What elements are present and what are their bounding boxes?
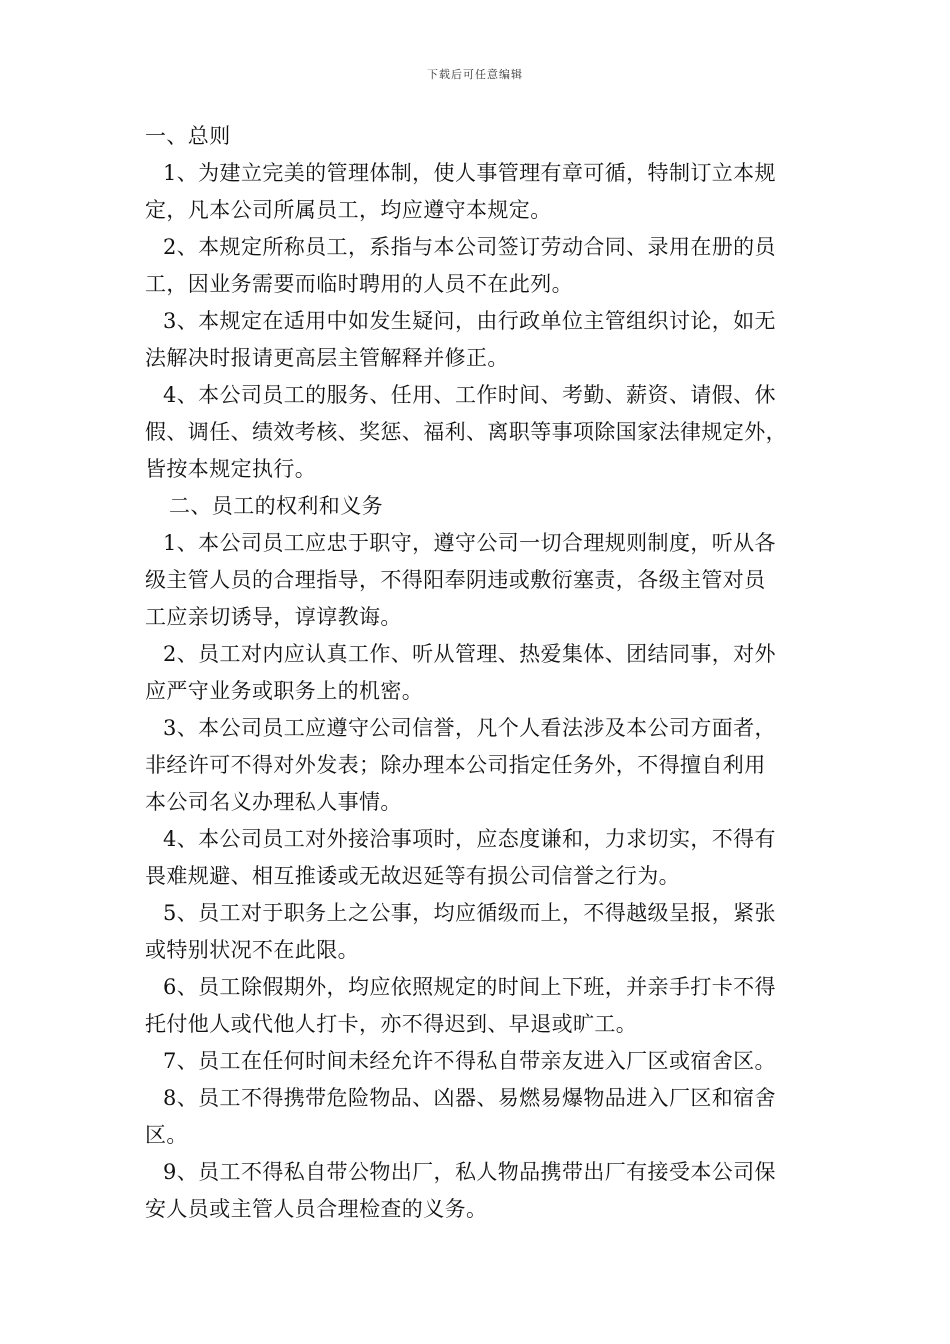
paragraph-line: 非经许可不得对外发表；除办理本公司指定任务外，不得擅自利用	[145, 753, 766, 777]
paragraph-line: 8、员工不得携带危险物品、凶器、易燃易爆物品进入厂区和宿舍	[163, 1086, 776, 1110]
paragraph-line: 工，因业务需要而临时聘用的人员不在此列。	[145, 272, 573, 296]
paragraph-line: 工应亲切诱导，谆谆教诲。	[145, 605, 402, 629]
paragraph-line: 本公司名义办理私人事情。	[145, 790, 402, 814]
paragraph-line: 1、为建立完美的管理体制，使人事管理有章可循，特制订立本规	[163, 161, 776, 185]
paragraph-line: 6、员工除假期外，均应依照规定的时间上下班，并亲手打卡不得	[163, 975, 776, 999]
paragraph-line: 7、员工在任何时间未经允许不得私自带亲友进入厂区或宿舍区。	[163, 1049, 776, 1073]
paragraph-line: 2、员工对内应认真工作、听从管理、热爱集体、团结同事，对外	[163, 642, 776, 666]
paragraph-line: 4、本公司员工对外接洽事项时，应态度谦和，力求切实，不得有	[163, 827, 776, 851]
paragraph-line: 定，凡本公司所属员工，均应遵守本规定。	[145, 198, 552, 222]
paragraph-line: 9、员工不得私自带公物出厂，私人物品携带出厂有接受本公司保	[163, 1160, 776, 1184]
paragraph-line: 区。	[145, 1123, 188, 1147]
paragraph-line: 3、本公司员工应遵守公司信誉，凡个人看法涉及本公司方面者，	[163, 716, 776, 740]
paragraph-line: 安人员或主管人员合理检查的义务。	[145, 1197, 488, 1221]
paragraph-line: 2、本规定所称员工，系指与本公司签订劳动合同、录用在册的员	[163, 235, 776, 259]
paragraph-line: 或特别状况不在此限。	[145, 938, 359, 962]
paragraph-line: 3、本规定在适用中如发生疑问，由行政单位主管组织讨论，如无	[163, 309, 776, 333]
paragraph-line: 1、本公司员工应忠于职守，遵守公司一切合理规则制度，听从各	[163, 531, 776, 555]
header-note: 下载后可任意编辑	[427, 68, 523, 81]
paragraph-line: 法解决时报请更高层主管解释并修正。	[145, 346, 509, 370]
paragraph-line: 应严守业务或职务上的机密。	[145, 679, 424, 703]
paragraph-line: 畏难规避、相互推诿或无故迟延等有损公司信誉之行为。	[145, 864, 680, 888]
paragraph-line: 5、员工对于职务上之公事，均应循级而上，不得越级呈报，紧张	[163, 901, 776, 925]
paragraph-line: 4、本公司员工的服务、任用、工作时间、考勤、薪资、请假、休	[163, 383, 776, 407]
section-heading: 二、员工的权利和义务	[169, 494, 383, 518]
paragraph-line: 级主管人员的合理指导，不得阳奉阴违或敷衍塞责，各级主管对员	[145, 568, 766, 592]
paragraph-line: 假、调任、绩效考核、奖惩、福利、离职等事项除国家法律规定外，	[145, 420, 787, 444]
paragraph-line: 皆按本规定执行。	[145, 457, 317, 481]
section-heading: 一、总则	[145, 124, 231, 148]
paragraph-line: 托付他人或代他人打卡，亦不得迟到、早退或旷工。	[145, 1012, 638, 1036]
document-body	[145, 118, 810, 1228]
